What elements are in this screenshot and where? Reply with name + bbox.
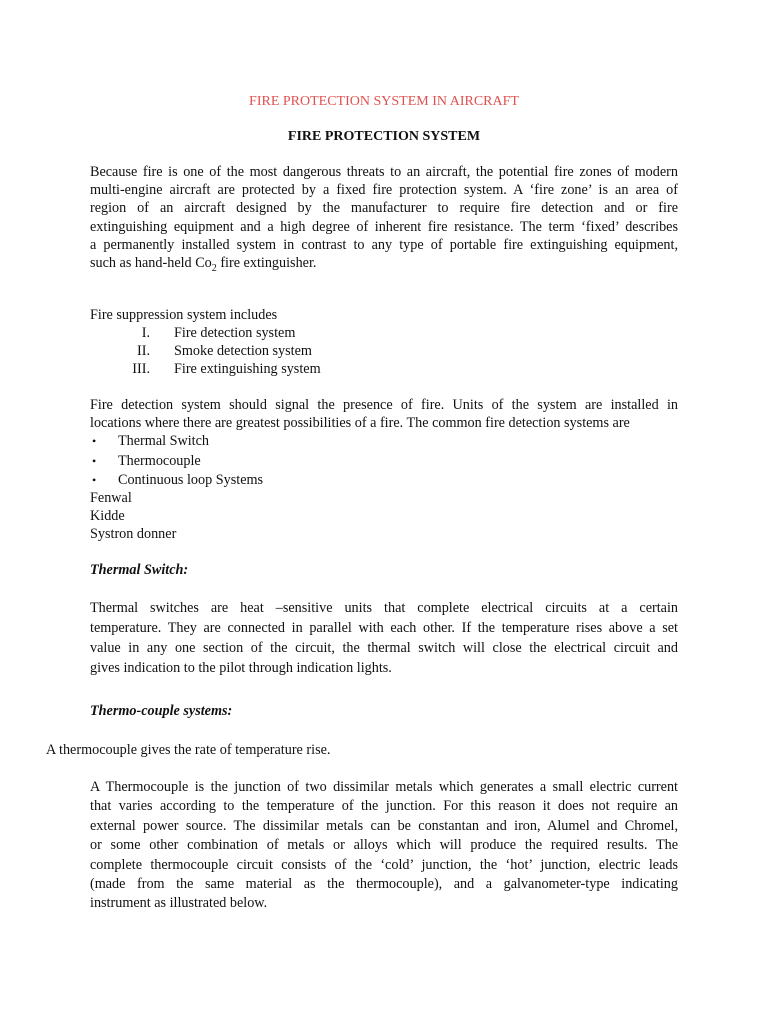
list-item: Kidde (90, 508, 125, 525)
paragraph-line: a permanently installed system in contrast to any type of portable fire extinguishing equipment, (90, 236, 678, 253)
paragraph-line: extinguishing equipment and a high degree of inherent fire resistance. The term ‘fixed’ describes (90, 218, 678, 235)
thermocouple-paragraph (90, 778, 678, 914)
bullet-icon: • (92, 453, 97, 468)
list-item: Fenwal (90, 490, 132, 506)
co2-text: such as hand-held Co (90, 255, 212, 272)
co2-text-after: fire extinguisher. (216, 255, 317, 272)
thermal-switch-heading: Thermal Switch: (90, 562, 189, 578)
bullet-icon: • (92, 473, 97, 487)
paragraph-line: region of an aircraft designed by the manufacturer to require fire detection and or fire (90, 200, 678, 217)
list-item-text: Fire detection system (174, 325, 296, 341)
paragraph-line: gives indication to the pilot through indication lights. (90, 660, 392, 676)
document-title: FIRE PROTECTION SYSTEM IN AIRCRAFT (249, 94, 519, 109)
thermocouple-heading: Thermo-couple systems: (90, 703, 233, 719)
thermocouple-intro: A thermocouple gives the rate of temperature rise. (46, 742, 331, 758)
detection-paragraph (90, 396, 678, 432)
intro-paragraph (90, 163, 678, 278)
list-item (130, 342, 430, 360)
paragraph-line: Thermal switches are heat –sensitive units that complete electrical circuits at a certain (90, 600, 678, 616)
list-item-text: Thermocouple (118, 452, 201, 469)
paragraph-line: multi-engine aircraft are protected by a fixed fire protection system. A ‘fire zone’ is an area of (90, 182, 678, 199)
paragraph-line: complete thermocouple circuit consists of the ‘cold’ junction, the ‘hot’ junction, electric leads (90, 856, 678, 873)
paragraph-line: locations where there are greatest possibilities of a fire. The common fire detection systems are (90, 415, 630, 432)
thermal-switch-paragraph (90, 598, 678, 678)
list-item (90, 432, 263, 452)
list-item: Systron donner (90, 526, 177, 543)
list-item-text: Fire extinguishing system (174, 361, 321, 378)
roman-numeral: I. (141, 325, 150, 341)
suppression-list (130, 324, 430, 379)
paragraph-line: Fire detection system should signal the presence of fire. Units of the system are installed in (90, 397, 678, 413)
list-item-text: Continuous loop Systems (118, 472, 264, 488)
roman-numeral: III. (132, 361, 150, 378)
suppression-intro: Fire suppression system includes (90, 307, 278, 323)
list-item (130, 360, 430, 378)
paragraph-line: instrument as illustrated below. (90, 895, 268, 912)
bullet-icon: • (92, 434, 97, 448)
paragraph-line: temperature. They are connected in parallel with each other. If the temperature rises above a set (90, 620, 678, 636)
roman-numeral: II. (137, 343, 150, 360)
detection-bullet-list (90, 432, 263, 491)
loop-systems-list (90, 489, 176, 544)
section-heading: FIRE PROTECTION SYSTEM (287, 129, 481, 144)
paragraph-line-last (90, 254, 678, 278)
paragraph-line: or some other combination of metals or alloys which will produce the required results. The (90, 837, 678, 854)
list-item (90, 471, 263, 491)
paragraph-line: (made from the same material as the thermocouple), and a galvanometer-type indicating (90, 876, 678, 893)
list-item (90, 452, 263, 472)
co2-subscript: 2 (211, 262, 217, 274)
paragraph-line: A Thermocouple is the junction of two dissimilar metals which generates a small electric current (90, 779, 678, 795)
paragraph-line: that varies according to the temperature of the junction. For this reason it does not require an (90, 798, 678, 815)
paragraph-line: Because fire is one of the most dangerous threats to an aircraft, the potential fire zones of modern (90, 164, 678, 180)
paragraph-line: external power source. The dissimilar metals can be constantan and iron, Alumel and Chromel, (90, 817, 678, 834)
list-item (130, 324, 430, 342)
paragraph-line: value in any one section of the circuit, the thermal switch will close the electrical circuit and (90, 640, 678, 656)
list-item-text: Thermal Switch (118, 433, 210, 449)
list-item-text: Smoke detection system (174, 343, 312, 360)
